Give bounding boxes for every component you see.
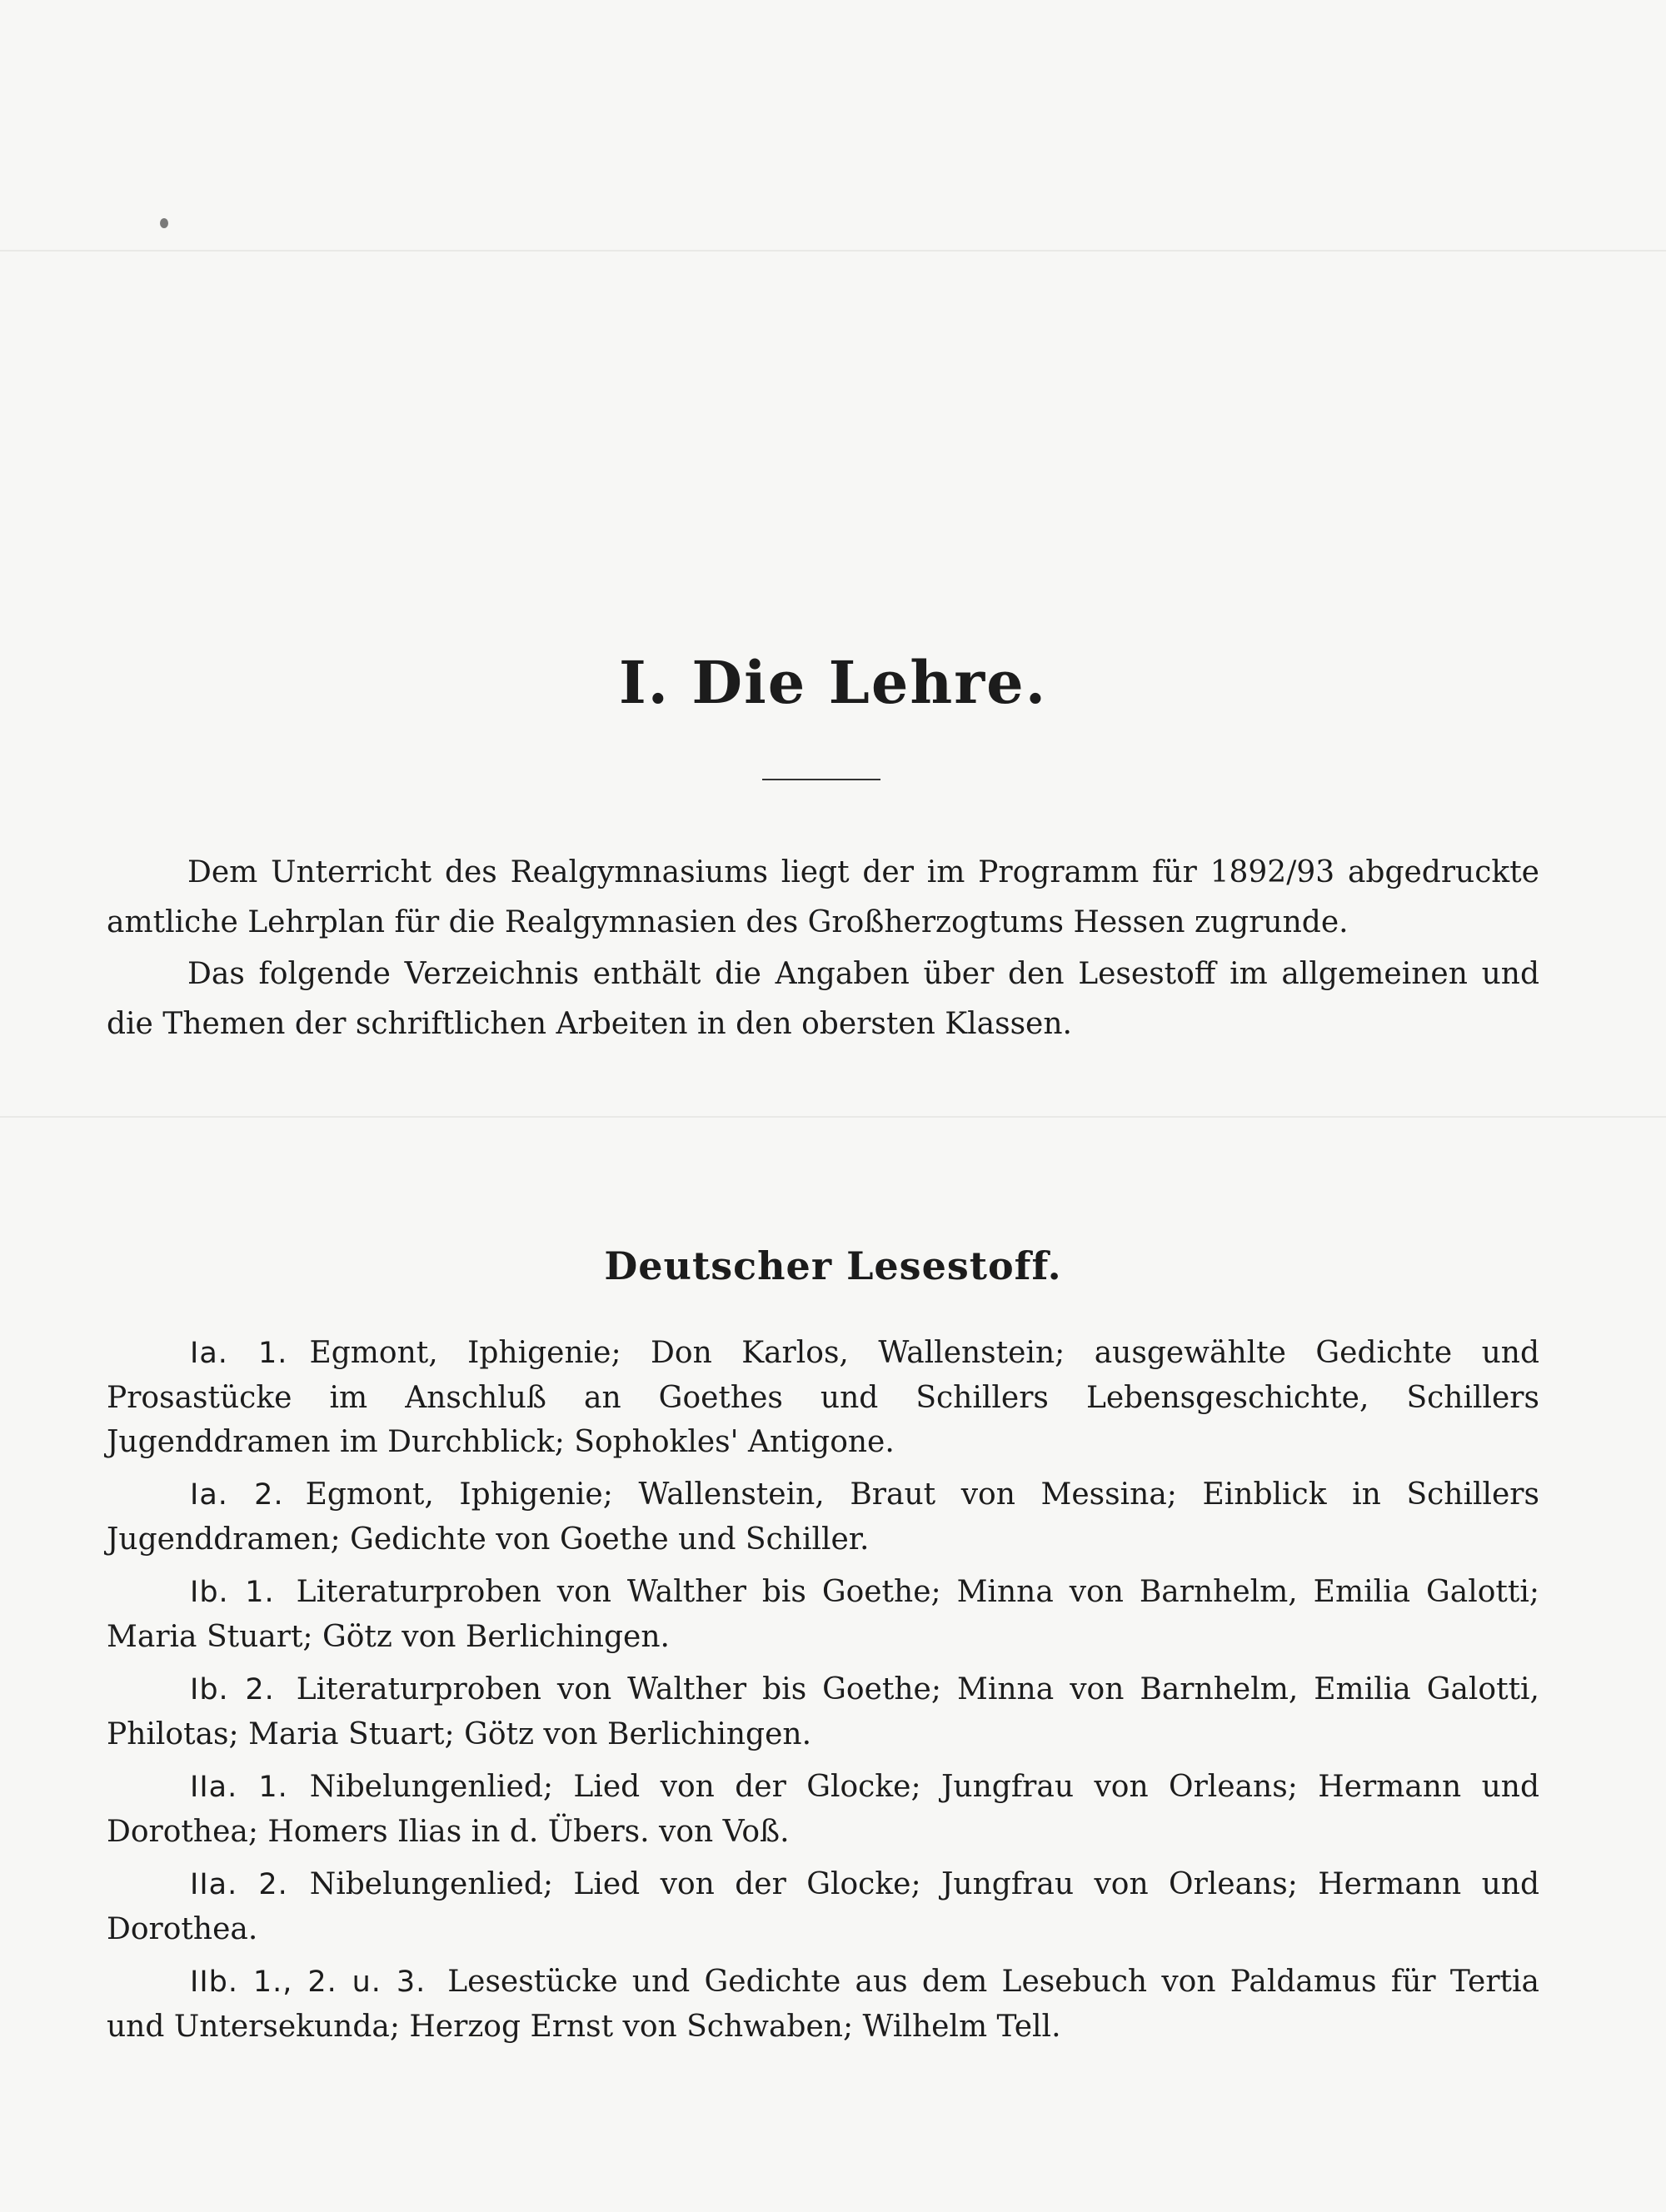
reading-text: Literaturproben von Walther bis Goethe; Minna von Barnhelm, Emilia Galotti, Philotas; Maria Stuart; Götz von Berlichingen. bbox=[107, 1672, 1539, 1751]
ink-speck bbox=[160, 218, 168, 228]
list-item bbox=[107, 1862, 1539, 1951]
class-label: IIb. 1., 2. u. 3. bbox=[190, 1965, 426, 1999]
class-label: IIa. 1. bbox=[190, 1771, 288, 1804]
intro-paragraph: Das folgende Verzeichnis enthält die Angaben über den Lesestoff im allgemeinen und die Themen der schriftlichen Arbeiten in den obersten Klassen. bbox=[107, 957, 1539, 1041]
reading-text: Lesestücke und Gedichte aus dem Lesebuch von Paldamus für Tertia und Untersekunda; Herzog Ernst von Schwaben; Wilhelm Tell. bbox=[107, 1965, 1540, 2044]
class-label: Ib. 1. bbox=[190, 1576, 275, 1609]
reading-text: Egmont, Iphigenie; Wallenstein, Braut von Messina; Einblick in Schillers Jugenddramen; Gedichte von Goethe und Schiller. bbox=[107, 1477, 1539, 1557]
reading-text: Literaturproben von Walther bis Goethe; Minna von Barnhelm, Emilia Galotti; Maria Stuart; Götz von Berlichingen. bbox=[107, 1575, 1539, 1654]
reading-text: Nibelungenlied; Lied von der Glocke; Jungfrau von Orleans; Hermann und Dorothea. bbox=[107, 1867, 1539, 1946]
class-label: Ib. 2. bbox=[190, 1673, 275, 1706]
reading-list bbox=[107, 1331, 1539, 2057]
bleed-through-line bbox=[0, 250, 1666, 252]
list-item bbox=[107, 1765, 1539, 1854]
list-item bbox=[107, 1331, 1539, 1464]
section-title: Deutscher Lesestoff. bbox=[604, 1243, 1062, 1288]
intro-paragraph: Dem Unterricht des Realgymnasiums liegt der im Programm für 1892/93 abgedruckte amtliche Lehrplan für die Realgymnasien des Großherzogtums Hessen zugrunde. bbox=[107, 855, 1539, 939]
class-label: Ia. 2. bbox=[190, 1478, 284, 1512]
class-label: Ia. 1. bbox=[190, 1337, 288, 1370]
list-item bbox=[107, 1570, 1539, 1659]
page-title: I. Die Lehre. bbox=[618, 648, 1048, 717]
reading-text: Nibelungenlied; Lied von der Glocke; Jungfrau von Orleans; Hermann und Dorothea; Homers Ilias in d. Übers. von Voß. bbox=[107, 1770, 1539, 1849]
list-item bbox=[107, 1960, 1539, 2049]
title-divider bbox=[762, 779, 880, 780]
list-item bbox=[107, 1472, 1539, 1562]
class-label: IIa. 2. bbox=[190, 1868, 288, 1901]
bleed-through-line bbox=[0, 1116, 1666, 1118]
reading-text: Egmont, Iphigenie; Don Karlos, Wallenstein; ausgewählte Gedichte und Prosastücke im Anschluß an Goethes und Schillers Lebensgeschichte, Schillers Jugenddramen im Durchblick; Sophokles' Antigone. bbox=[107, 1336, 1539, 1459]
intro-text bbox=[107, 848, 1539, 1051]
list-item bbox=[107, 1667, 1539, 1756]
